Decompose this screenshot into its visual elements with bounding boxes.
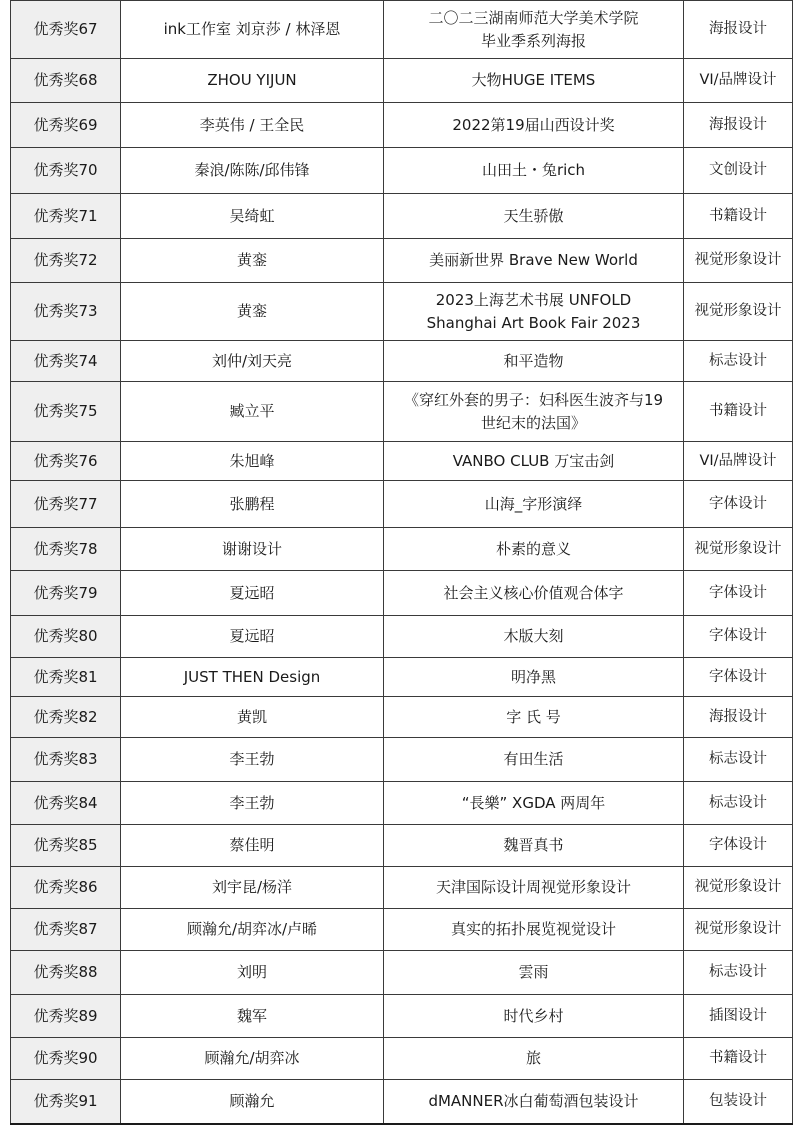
author-cell: 刘明	[121, 951, 384, 995]
table-row	[11, 951, 793, 995]
table-row	[11, 1, 793, 59]
work-title-line: 和平造物	[503, 351, 564, 370]
work-cell	[384, 341, 684, 382]
work-title-line: 山田土・兔rich	[481, 161, 586, 179]
work-title-line: 《穿红外套的男子：妇科医生波齐与19	[403, 390, 664, 409]
work-title-line: 明净黑	[510, 667, 556, 686]
author-cell: 李王勃	[121, 782, 384, 825]
category-cell: 包装设计	[684, 1080, 793, 1124]
award-cell: 优秀奖80	[11, 616, 121, 658]
award-cell: 优秀奖86	[11, 867, 121, 909]
category-cell: 书籍设计	[684, 1038, 793, 1080]
work-cell	[384, 697, 684, 738]
award-cell: 优秀奖85	[11, 825, 121, 867]
work-cell	[384, 909, 684, 951]
category-cell: 视觉形象设计	[684, 867, 793, 909]
award-cell: 优秀奖83	[11, 738, 121, 782]
category-cell: 海报设计	[684, 1, 793, 59]
work-cell	[384, 59, 684, 103]
category-cell: 视觉形象设计	[684, 239, 793, 283]
work-cell	[384, 194, 684, 239]
table-row	[11, 341, 793, 382]
work-title-line: 魏晋真书	[503, 836, 564, 854]
award-cell: 优秀奖67	[11, 1, 121, 59]
author-cell: ink工作室 刘京莎 / 林泽恩	[121, 1, 384, 59]
work-cell	[384, 481, 684, 528]
table-row	[11, 697, 793, 738]
work-cell	[384, 867, 684, 909]
work-title-line: Shanghai Art Book Fair 2023	[426, 313, 641, 332]
table-row	[11, 782, 793, 825]
award-cell: 优秀奖76	[11, 442, 121, 481]
award-cell: 优秀奖79	[11, 571, 121, 616]
category-cell: 字体设计	[684, 481, 793, 528]
table-row	[11, 1038, 793, 1080]
award-cell: 优秀奖75	[11, 382, 121, 442]
author-cell: 谢谢设计	[121, 528, 384, 571]
author-cell: 张鹏程	[121, 481, 384, 528]
author-cell: 夏远昭	[121, 571, 384, 616]
work-title-line: 2022第19届山西设计奖	[452, 115, 615, 134]
work-cell	[384, 283, 684, 341]
author-cell: 顾瀚允/胡弈冰/卢晞	[121, 909, 384, 951]
category-cell: 标志设计	[684, 738, 793, 782]
category-cell: 书籍设计	[684, 194, 793, 239]
award-cell: 优秀奖89	[11, 995, 121, 1038]
table-row	[11, 738, 793, 782]
category-cell: 字体设计	[684, 825, 793, 867]
author-cell: 黄銮	[121, 283, 384, 341]
award-cell: 优秀奖82	[11, 697, 121, 738]
award-cell: 优秀奖74	[11, 341, 121, 382]
work-title-line: 天生骄傲	[503, 206, 564, 225]
award-cell: 优秀奖70	[11, 148, 121, 194]
table-row	[11, 825, 793, 867]
author-cell: 夏远昭	[121, 616, 384, 658]
work-title-line: 世纪末的法国》	[480, 413, 586, 432]
author-cell: 秦浪/陈陈/邱伟锋	[121, 148, 384, 194]
category-cell: 书籍设计	[684, 382, 793, 442]
award-cell: 优秀奖77	[11, 481, 121, 528]
table-row	[11, 867, 793, 909]
work-title-line: 雲雨	[518, 963, 549, 981]
author-cell: 刘宇昆/杨洋	[121, 867, 384, 909]
work-title-line: 木版大刻	[503, 627, 564, 645]
category-cell: 文创设计	[684, 148, 793, 194]
table-row	[11, 658, 793, 697]
award-cell: 优秀奖68	[11, 59, 121, 103]
category-cell: 标志设计	[684, 341, 793, 382]
author-cell: 朱旭峰	[121, 442, 384, 481]
author-cell: 李英伟 / 王全民	[121, 103, 384, 148]
award-cell: 优秀奖78	[11, 528, 121, 571]
category-cell: 字体设计	[684, 571, 793, 616]
category-cell: 字体设计	[684, 658, 793, 697]
author-cell: ZHOU YIJUN	[121, 59, 384, 103]
table-row	[11, 283, 793, 341]
award-cell: 优秀奖69	[11, 103, 121, 148]
table-row	[11, 1080, 793, 1124]
category-cell: 标志设计	[684, 782, 793, 825]
awards-table	[10, 0, 793, 1125]
work-title-line: 天津国际设计周视觉形象设计	[435, 878, 631, 896]
table-row	[11, 103, 793, 148]
author-cell: 顾瀚允/胡弈冰	[121, 1038, 384, 1080]
table-row	[11, 239, 793, 283]
category-cell: 插图设计	[684, 995, 793, 1038]
work-title-line: VANBO CLUB 万宝击剑	[452, 451, 615, 470]
work-title-line: 真实的拓扑展览视觉设计	[450, 920, 616, 938]
work-cell	[384, 782, 684, 825]
author-cell: 刘仲/刘天亮	[121, 341, 384, 382]
work-title-line: 时代乡村	[503, 1006, 564, 1025]
work-cell	[384, 616, 684, 658]
category-cell: 视觉形象设计	[684, 283, 793, 341]
work-title-line: 朴素的意义	[495, 539, 571, 558]
work-title-line: 字 氏 号	[506, 707, 561, 726]
table-row	[11, 616, 793, 658]
author-cell: 顾瀚允	[121, 1080, 384, 1124]
author-cell: 臧立平	[121, 382, 384, 442]
category-cell: 字体设计	[684, 616, 793, 658]
table-row	[11, 382, 793, 442]
work-cell	[384, 951, 684, 995]
work-cell	[384, 239, 684, 283]
work-title-line: 大物HUGE ITEMS	[471, 71, 596, 89]
award-cell: 优秀奖81	[11, 658, 121, 697]
category-cell: 海报设计	[684, 697, 793, 738]
work-title-line: 毕业季系列海报	[480, 31, 586, 50]
work-title-line: 二〇二三湖南师范大学美术学院	[428, 8, 639, 27]
work-cell	[384, 528, 684, 571]
award-cell: 优秀奖87	[11, 909, 121, 951]
table-row	[11, 442, 793, 481]
category-cell: 视觉形象设计	[684, 909, 793, 951]
category-cell: 海报设计	[684, 103, 793, 148]
table-row	[11, 528, 793, 571]
author-cell: 蔡佳明	[121, 825, 384, 867]
work-cell	[384, 571, 684, 616]
award-cell: 优秀奖88	[11, 951, 121, 995]
work-cell	[384, 1038, 684, 1080]
award-cell: 优秀奖71	[11, 194, 121, 239]
table-row	[11, 194, 793, 239]
table-row	[11, 909, 793, 951]
work-cell	[384, 1080, 684, 1124]
work-title-line: 2023上海艺术书展 UNFOLD	[435, 290, 632, 309]
table-row	[11, 995, 793, 1038]
author-cell: 黄銮	[121, 239, 384, 283]
table-row	[11, 148, 793, 194]
work-cell	[384, 738, 684, 782]
category-cell: VI/品牌设计	[684, 59, 793, 103]
work-cell	[384, 825, 684, 867]
work-cell	[384, 658, 684, 697]
work-title-line: dMANNER冰白葡萄酒包装设计	[428, 1091, 639, 1110]
work-title-line: 山海_字形演绎	[484, 494, 583, 513]
table-row	[11, 571, 793, 616]
work-cell	[384, 103, 684, 148]
award-cell: 优秀奖72	[11, 239, 121, 283]
author-cell: 黄凯	[121, 697, 384, 738]
work-cell	[384, 1, 684, 59]
work-title-line: 有田生活	[503, 750, 564, 768]
author-cell: 李王勃	[121, 738, 384, 782]
table-row	[11, 59, 793, 103]
category-cell: 视觉形象设计	[684, 528, 793, 571]
award-cell: 优秀奖91	[11, 1080, 121, 1124]
author-cell: 魏军	[121, 995, 384, 1038]
category-cell: 标志设计	[684, 951, 793, 995]
work-cell	[384, 382, 684, 442]
work-title-line: 社会主义核心价值观合体字	[443, 583, 624, 602]
table-row	[11, 481, 793, 528]
awards-table-body	[11, 1, 793, 1124]
work-title-line: 美丽新世界 Brave New World	[429, 251, 638, 269]
work-cell	[384, 995, 684, 1038]
work-cell	[384, 148, 684, 194]
author-cell: 吴绮虹	[121, 194, 384, 239]
category-cell: VI/品牌设计	[684, 442, 793, 481]
award-cell: 优秀奖84	[11, 782, 121, 825]
work-title-line: “長樂” XGDA 两周年	[461, 793, 606, 812]
work-title-line: 旅	[525, 1049, 541, 1067]
award-cell: 优秀奖90	[11, 1038, 121, 1080]
work-cell	[384, 442, 684, 481]
author-cell: JUST THEN Design	[121, 658, 384, 697]
award-cell: 优秀奖73	[11, 283, 121, 341]
